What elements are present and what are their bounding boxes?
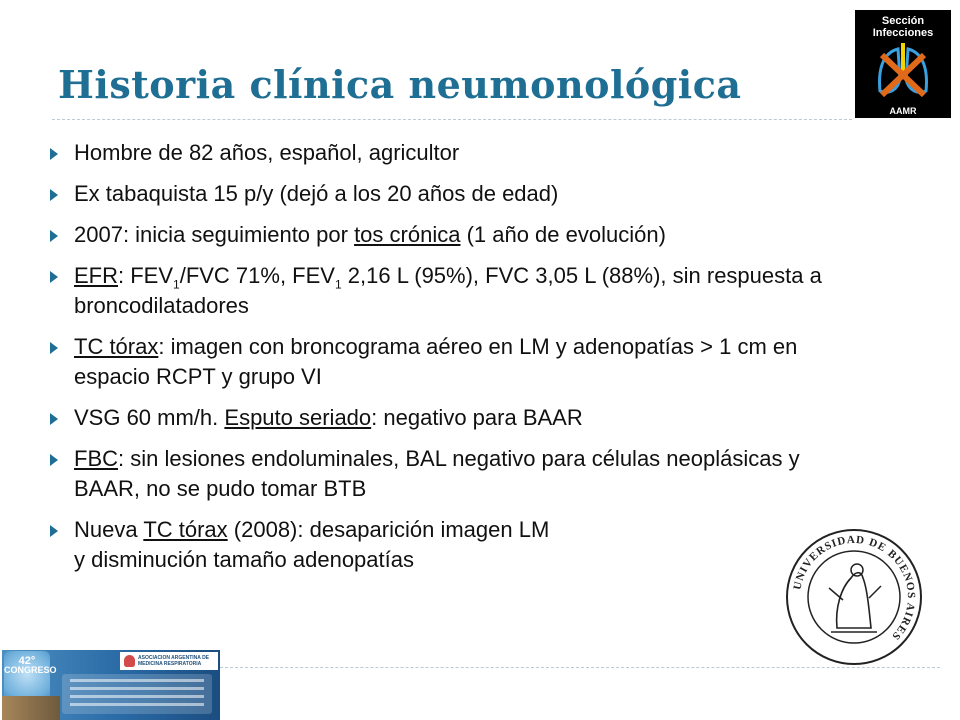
- underlined-term: TC tórax: [74, 334, 159, 359]
- list-item: TC tórax: imagen con broncograma aéreo en LM y adenopatías > 1 cm en espacio RCPT y grupo VI: [48, 332, 858, 392]
- bullet-arrow-icon: [50, 342, 58, 354]
- bullet-arrow-icon: [50, 189, 58, 201]
- underlined-term: tos crónica: [354, 222, 461, 247]
- bullet-arrow-icon: [50, 230, 58, 242]
- banner-photo: [2, 696, 60, 720]
- list-item: Hombre de 82 años, español, agricultor: [48, 138, 858, 168]
- list-item: 2007: inicia seguimiento por tos crónica (1 año de evolución): [48, 220, 858, 250]
- list-item: FBC: sin lesiones endoluminales, BAL negativo para células neoplásicas y BAAR, no se pudo tomar BTB: [48, 444, 814, 504]
- logo-bottom-text: AAMR: [889, 106, 917, 116]
- bullet-arrow-icon: [50, 454, 58, 466]
- footer-divider: [220, 667, 940, 668]
- bullet-arrow-icon: [50, 148, 58, 160]
- underlined-term: TC tórax: [143, 517, 228, 542]
- title-divider: [52, 119, 852, 120]
- university-seal-icon: [785, 528, 923, 666]
- bullet-arrow-icon: [50, 525, 58, 537]
- aamr-lung-x-icon: [868, 41, 938, 105]
- congress-badge: 42° CONGRESO: [4, 651, 50, 709]
- underlined-term: Esputo seriado: [224, 405, 372, 430]
- slide-title: Historia clínica neumonológica: [58, 62, 742, 107]
- banner-text-strip: [62, 674, 212, 714]
- list-item: EFR: $FEV_1$/FVC 71%, $FEV_1$ 2,16 L (95%), FVC 3,05 L (88%), sin respuesta a broncodilatadores: [48, 261, 858, 321]
- underlined-term: FBC: [74, 446, 118, 471]
- aamr-logo: [855, 10, 951, 118]
- lung-icon: [124, 655, 135, 667]
- bullet-arrow-icon: [50, 413, 58, 425]
- association-label: ASOCIACION ARGENTINA DE MEDICINA RESPIRATORIA: [120, 652, 218, 670]
- list-item: Nueva TC tórax (2008): desaparición imagen LM y disminución tamaño adenopatías: [48, 515, 858, 575]
- logo-top-text: Sección Infecciones: [872, 15, 934, 39]
- underlined-term: EFR: [74, 263, 118, 288]
- bullet-arrow-icon: [50, 271, 58, 283]
- list-item: Ex tabaquista 15 p/y (dejó a los 20 años de edad): [48, 179, 858, 209]
- bullet-list: [48, 138, 858, 586]
- congress-banner: [2, 650, 220, 720]
- list-item: VSG 60 mm/h. Esputo seriado: negativo para BAAR: [48, 403, 858, 433]
- seal-text: UNIVERSIDAD DE BUENOS AIRES: [791, 533, 918, 643]
